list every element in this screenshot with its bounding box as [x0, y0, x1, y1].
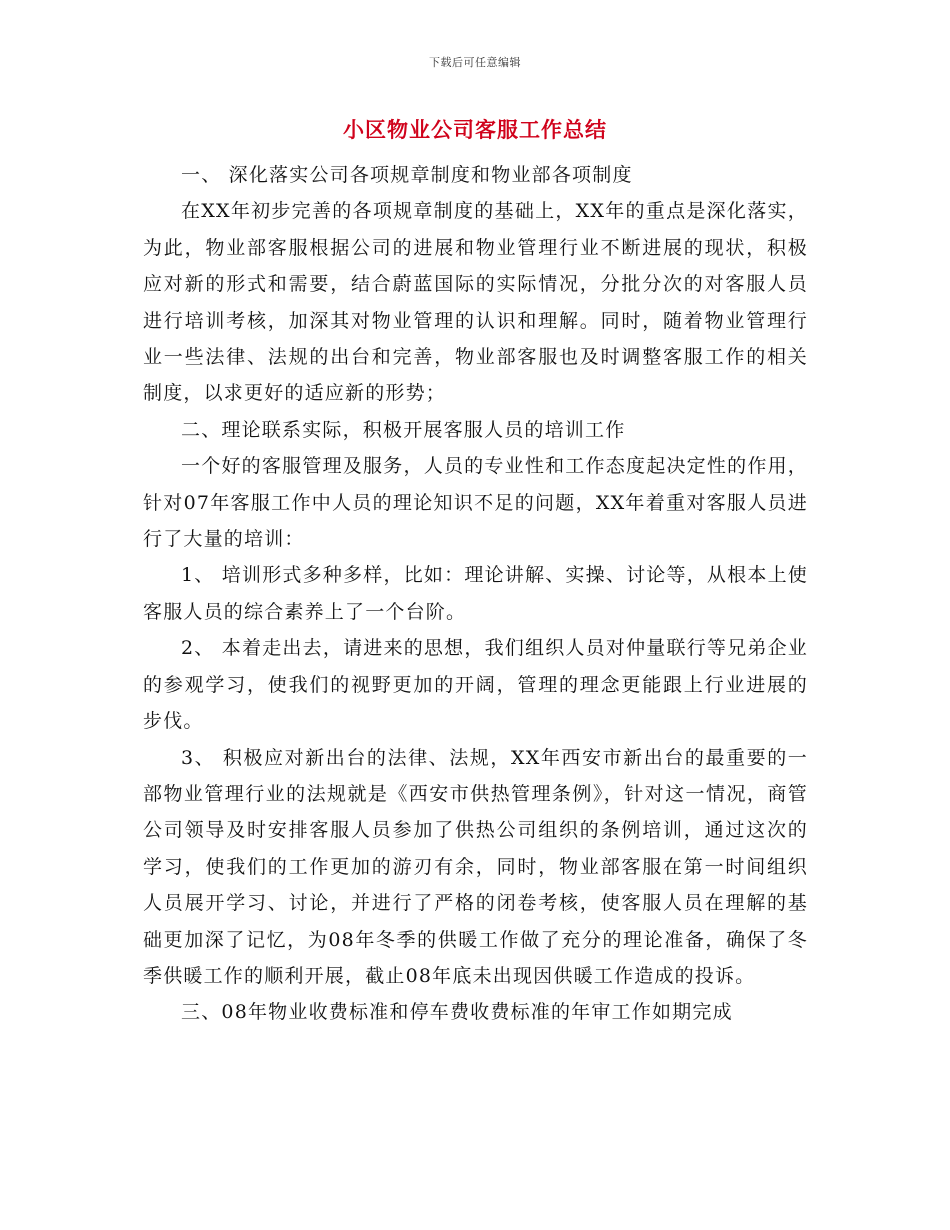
section-heading-1: 一、 深化落实公司各项规章制度和物业部各项制度	[181, 164, 633, 186]
section-heading-3: 三、08年物业收费标准和停车费收费标准的年审工作如期完成	[181, 1001, 733, 1024]
document-body	[143, 157, 808, 1031]
document-title: 小区物业公司客服工作总结	[343, 117, 607, 142]
list-item-1: 1、 培训形式多种多样，比如：理论讲解、实操、讨论等，从根本上使客服人员的综合素养上了一个台阶。	[143, 564, 808, 623]
header-note: 下载后可任意编辑	[429, 56, 521, 69]
list-item-2: 2、 本着走出去，请进来的思想，我们组织人员对仲量联行等兄弟企业的参观学习，使我们的视野更加的开阔，管理的理念更能跟上行业进展的步伐。	[143, 637, 808, 733]
list-item-3: 3、 积极应对新出台的法律、法规，XX年西安市新出台的最重要的一部物业管理行业的法规就是《西安市供热管理条例》，针对这一情况，商管公司领导及时安排客服人员参加了供热公司组织的条例培训，通过这次的学习，使我们的工作更加的游刃有余，同时，物业部客服在第一时间组织人员展开学习、讨论，并进行了严格的闭卷考核，使客服人员在理解的基础更加深了记忆，为08年冬季的供暖工作做了充分的理论准备，确保了冬季供暖工作的顺利开展，截止08年底未出现因供暖工作造成的投诉。	[143, 746, 808, 987]
paragraph-2: 一个好的客服管理及服务，人员的专业性和工作态度起决定性的作用，针对07年客服工作中人员的理论知识不足的问题，XX年着重对客服人员进行了大量的培训：	[143, 455, 808, 551]
section-heading-2: 二、理论联系实际，积极开展客服人员的培训工作	[181, 418, 626, 441]
paragraph-1: 在XX年初步完善的各项规章制度的基础上，XX年的重点是深化落实，为此，物业部客服根据公司的进展和物业管理行业不断进展的现状，积极应对新的形式和需要，结合蔚蓝国际的实际情况，分批分次的对客服人员进行培训考核，加深其对物业管理的认识和理解。同时，随着物业管理行业一些法律、法规的出台和完善，物业部客服也及时调整客服工作的相关制度，以求更好的适应新的形势；	[143, 200, 808, 405]
